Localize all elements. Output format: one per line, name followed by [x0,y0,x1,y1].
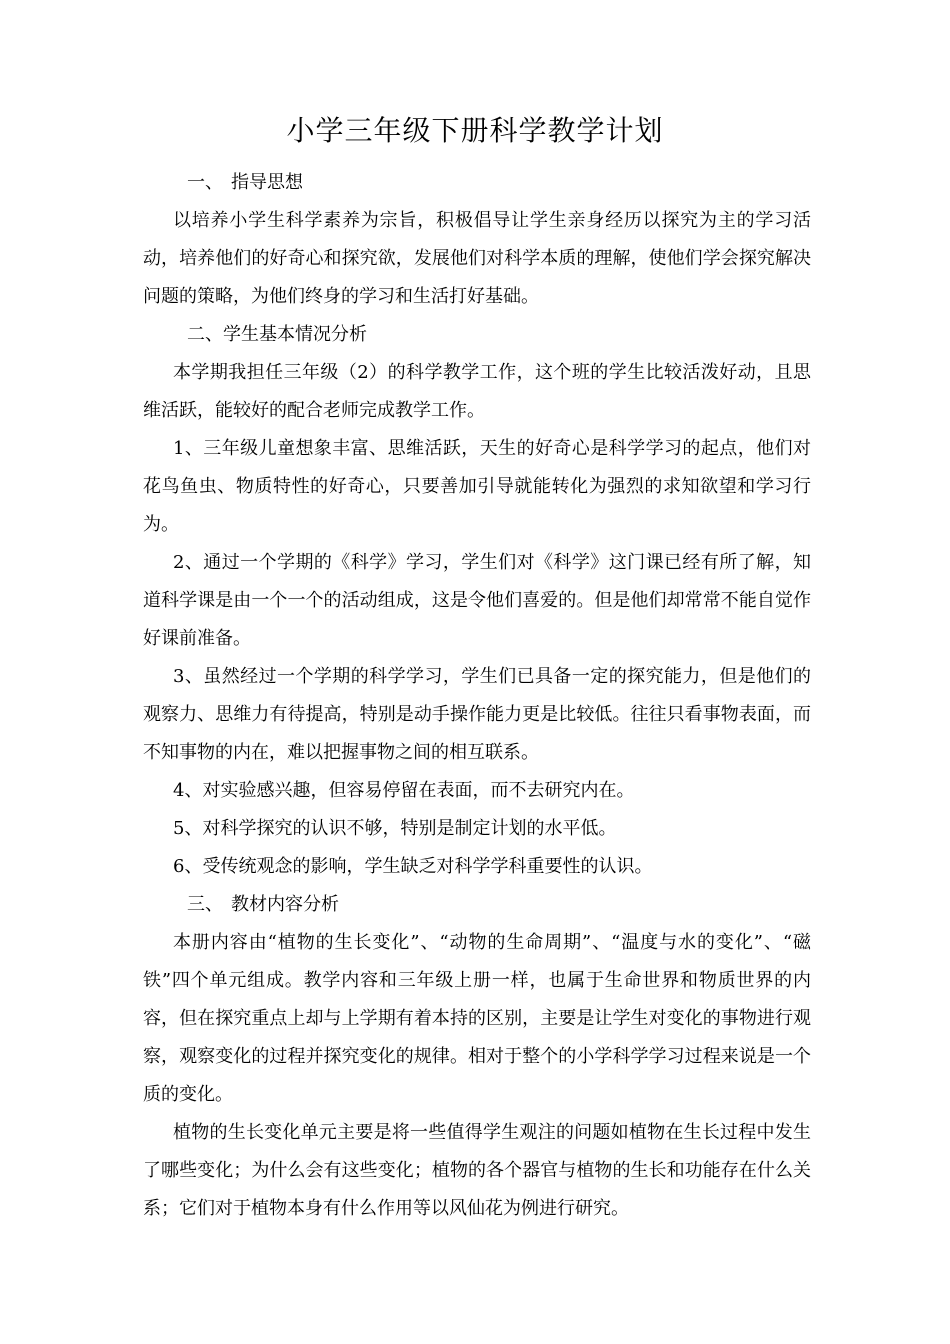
list-item-student-5: 5、对科学探究的认识不够，特别是制定计划的水平低。 [173,818,617,839]
section-heading-text: 教材内容分析 [231,894,339,915]
paragraph-student-intro: 本学期我担任三年级（2）的科学教学工作，这个班的学生比较活泼好动，且思维活跃，能较好的配合老师完成教学工作。 [143,362,811,421]
section-number: 一、 [187,172,223,193]
section-heading-guiding-ideology [143,164,811,202]
list-item-student-4: 4、对实验感兴趣，但容易停留在表面，而不去研究内在。 [173,780,635,801]
paragraph-plant-unit: 植物的生长变化单元主要是将一些值得学生观注的问题如植物在生长过程中发生了哪些变化；为什么会有这些变化；植物的各个器官与植物的生长和功能存在什么关系；它们对于植物本身有什么作用等以风仙花为例进行研究。 [143,1122,811,1219]
section-number: 三、 [187,894,223,915]
paragraph-guiding-ideology: 以培养小学生科学素养为宗旨，积极倡导让学生亲身经历以探究为主的学习活动，培养他们的好奇心和探究欲，发展他们对科学本质的理解，使他们学会探究解决问题的策略，为他们终身的学习和生活打好基础。 [143,210,811,307]
list-item-student-1: 1、三年级儿童想象丰富、思维活跃，天生的好奇心是科学学习的起点，他们对花鸟鱼虫、物质特性的好奇心，只要善加引导就能转化为强烈的求知欲望和学习行为。 [143,438,811,535]
section-heading-text: 指导思想 [231,172,303,193]
list-item-student-6: 6、受传统观念的影响，学生缺乏对科学学科重要性的认识。 [173,856,653,877]
list-item-student-3: 3、虽然经过一个学期的科学学习，学生们已具备一定的探究能力，但是他们的观察力、思维力有待提高，特别是动手操作能力更是比较低。往往只看事物表面，而不知事物的内在，难以把握事物之间的相互联系。 [143,666,811,763]
paragraph-textbook-content: 本册内容由“植物的生长变化”、“动物的生命周期”、“温度与水的变化”、“磁铁”四个单元组成。教学内容和三年级上册一样，也属于生命世界和物质世界的内容，但在探究重点上却与上学期有着本持的区别，主要是让学生对变化的事物进行观察，观察变化的过程并探究变化的规律。相对于整个的小学科学学习过程来说是一个质的变化。 [143,932,811,1105]
list-item-student-2: 2、通过一个学期的《科学》学习，学生们对《科学》这门课已经有所了解，知道科学课是由一个一个的活动组成，这是令他们喜爱的。但是他们却常常不能自觉作好课前准备。 [143,552,811,649]
document-body [143,164,811,1228]
document-title: 小学三年级下册科学教学计划 [286,114,664,147]
section-heading-textbook-analysis [143,886,811,924]
section-heading-student-analysis: 二、学生基本情况分析 [187,324,367,345]
